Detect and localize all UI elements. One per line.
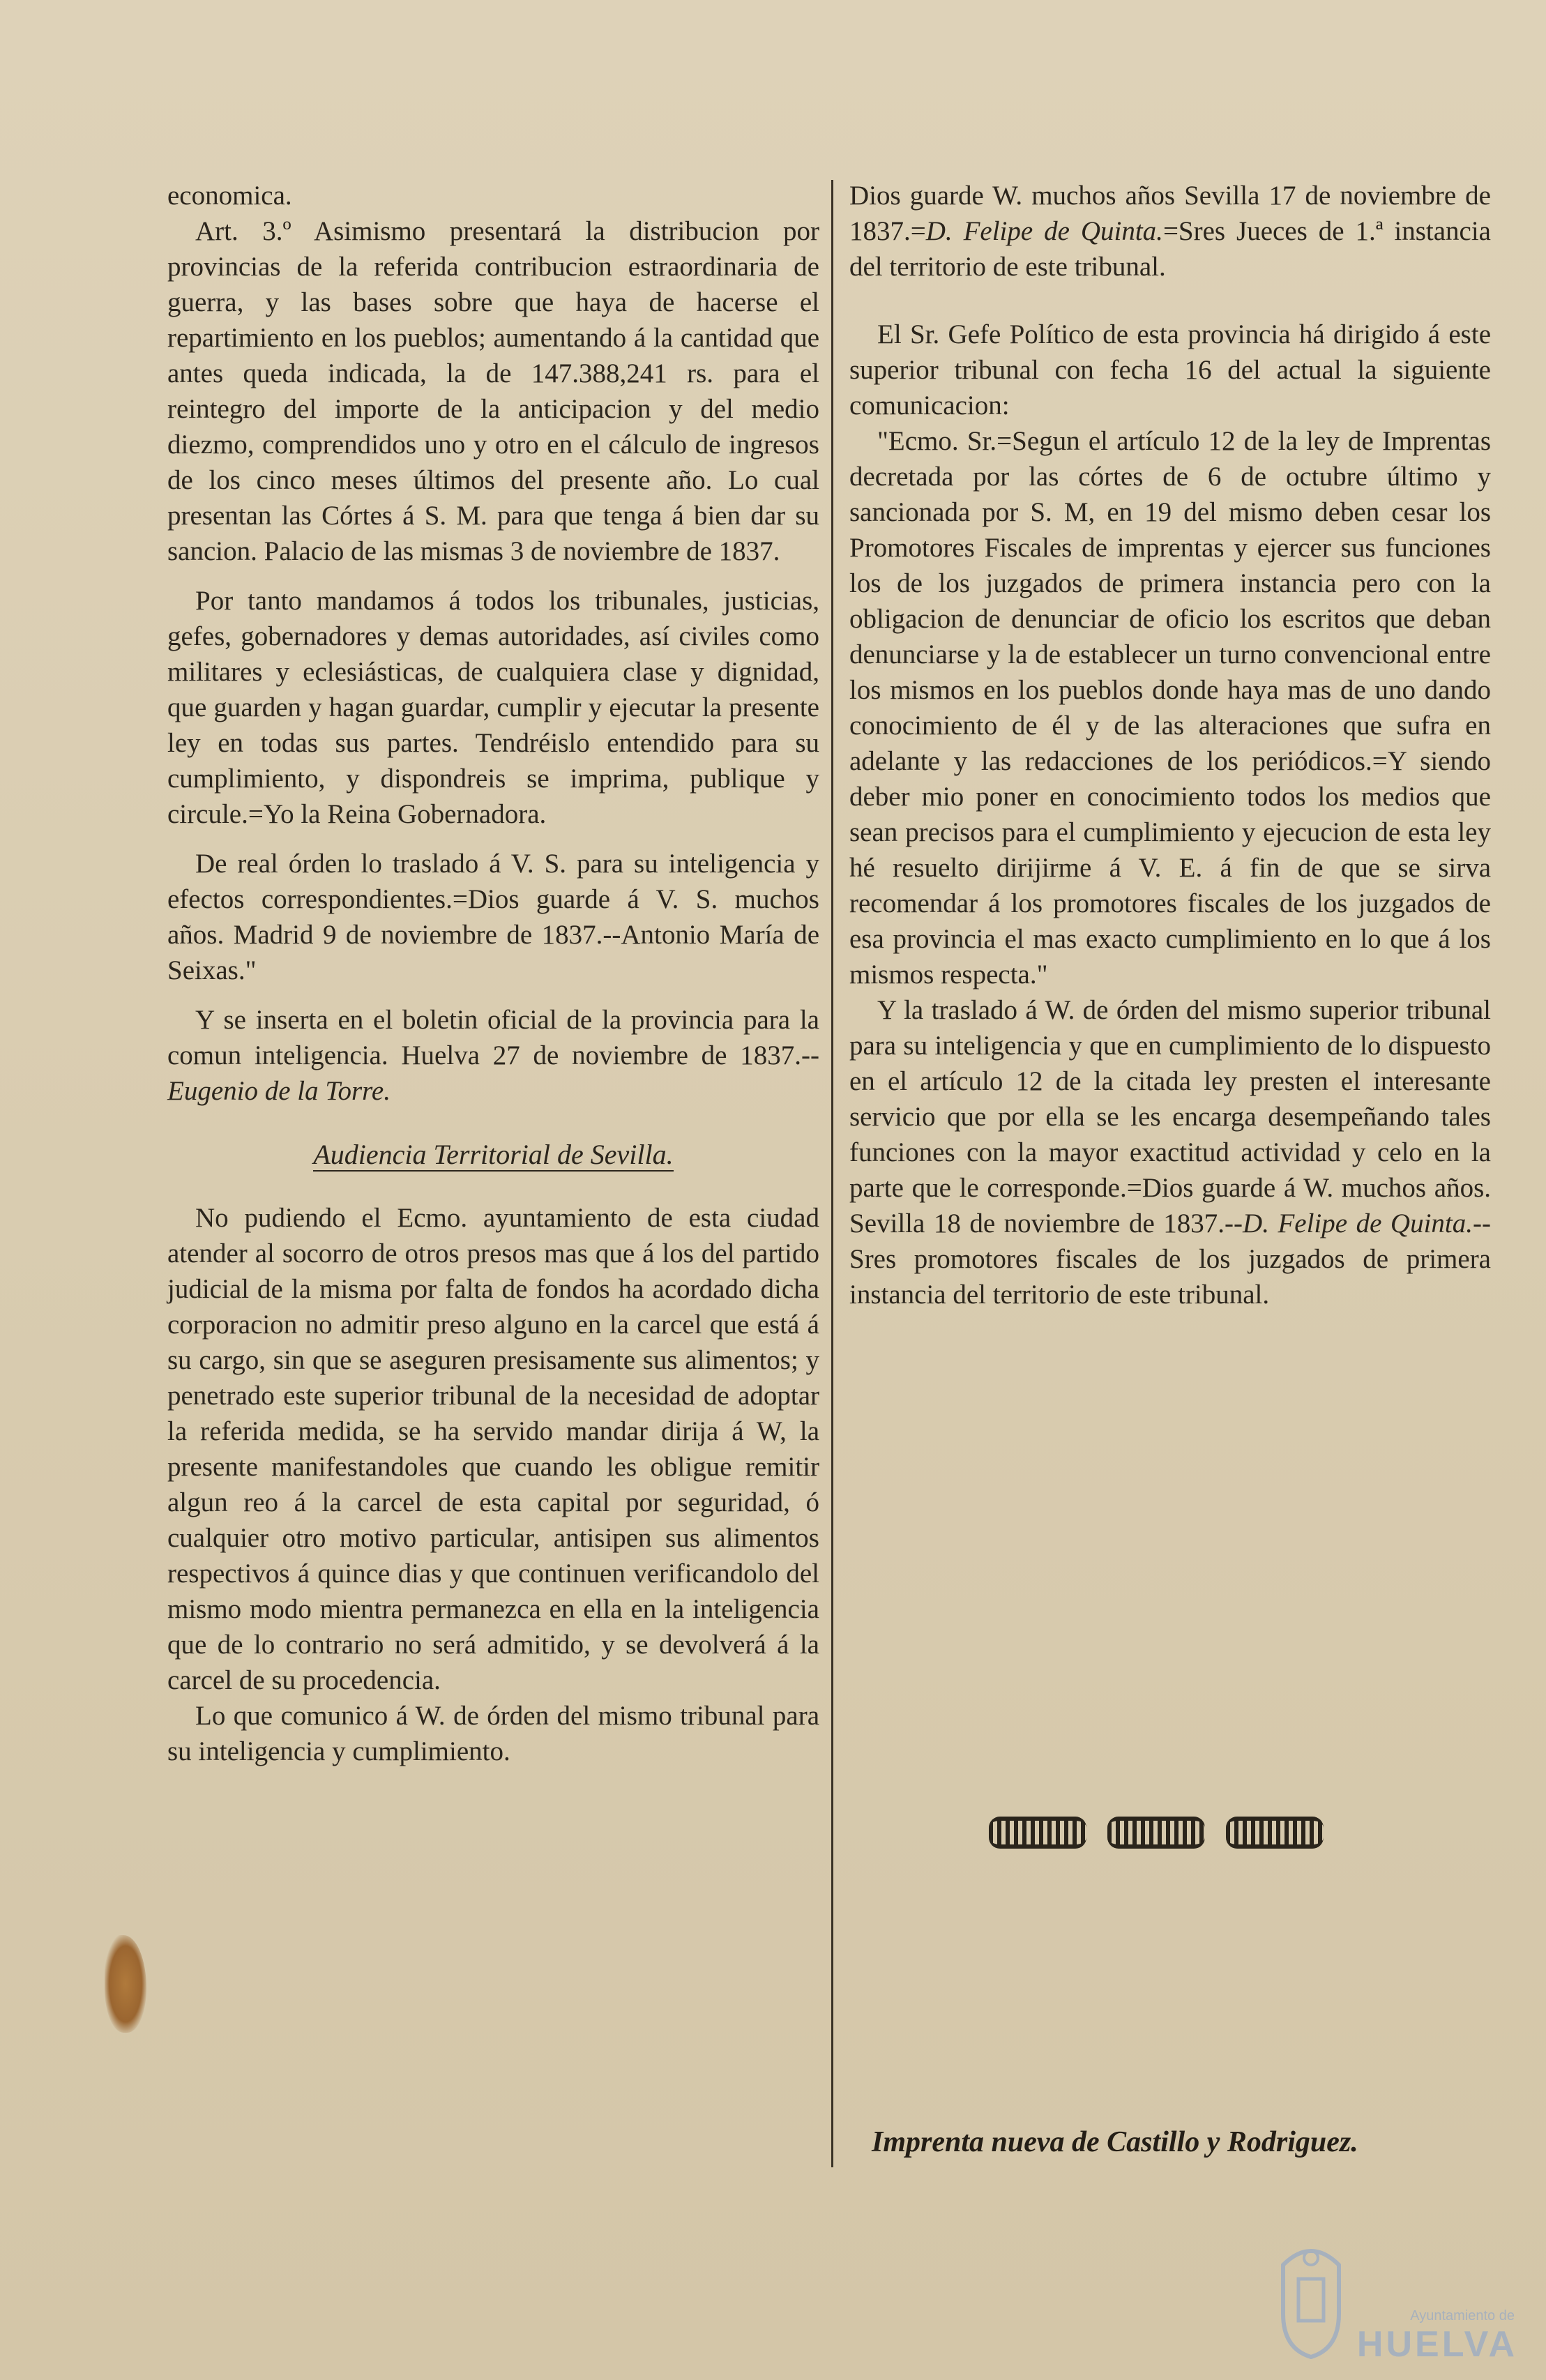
paragraph-no-pudiendo: No pudiendo el Ecmo. ayuntamiento de esta ciudad atender al socorro de otros presos mas que á los del partido judicial de la misma por falta de fondos ha acordado dicha corporacion no admitir preso alguno en la carcel que está á su cargo, sin que se aseguren presisamente sus alimentos; y penetrado este superior tribunal de la necesidad de adoptar la referida medida, se ha servido mandar dirija á W, la presente manifestandoles que cuando les obligue remitir algun reo á la carcel de esta capital por seguridad, ó cualquier otro motivo particular, antisipen sus alimentos respectivos á quince dias y que continuen verificandolo del mismo modo mientra permanezca en ella en la inteligencia que de lo contrario no será admitido, y se devolverá á la carcel de su procedencia. bbox=[167, 1203, 819, 1695]
dios-guarde-text: Dios guarde W. muchos años Sevilla 17 de noviembre de 1837.= bbox=[849, 181, 1491, 246]
paragraph-dios-guarde bbox=[849, 178, 1491, 285]
column-divider bbox=[831, 180, 833, 2167]
watermark-big-text: HUELVA bbox=[1356, 2324, 1517, 2365]
right-column bbox=[849, 178, 1491, 1312]
huelva-watermark bbox=[1255, 2231, 1527, 2364]
traslado-recipients: --Sres promotores fiscales de los juzgados de primera instancia del territorio de este tribunal. bbox=[849, 1208, 1491, 1310]
paragraph-lo-que-comunico: Lo que comunico á W. de órden del mismo tribunal para su inteligencia y cumplimiento. bbox=[167, 1701, 819, 1766]
signature-felipe-1: D. Felipe de Quinta. bbox=[925, 216, 1163, 246]
paper-stain bbox=[105, 1935, 146, 2033]
paragraph-boletin bbox=[167, 1002, 819, 1109]
boletin-text: Y se inserta en el boletin oficial de la provincia para la comun inteligencia. Huelva 27 de noviembre de 1837.-- bbox=[167, 1005, 819, 1070]
decorative-ornament bbox=[989, 1812, 1324, 1854]
signature-eugenio: Eugenio de la Torre. bbox=[167, 1076, 391, 1106]
signature-felipe-2: D. Felipe de Quinta. bbox=[1243, 1208, 1473, 1238]
left-column bbox=[167, 178, 819, 1769]
coat-of-arms-icon bbox=[1269, 2237, 1353, 2359]
ornament-piece bbox=[1226, 1817, 1324, 1849]
printer-imprint: Imprenta nueva de Castillo y Rodriguez. bbox=[872, 2126, 1358, 2158]
paragraph-real-orden: De real órden lo traslado á V. S. para su inteligencia y efectos correspondientes.=Dios guarde á V. S. muchos años. Madrid 9 de noviembre de 1837.--Antonio María de Seixas." bbox=[167, 849, 819, 985]
paragraph-por-tanto: Por tanto mandamos á todos los tribunales, justicias, gefes, gobernadores y demas autoridades, así civiles como militares y eclesiásticas, de cualquiera clase y dignidad, que guarden y hagan guardar, cumplir y ejecutar la presente ley en todas sus partes. Tendréislo entendido para su cumplimiento, y dispondreis se imprima, publique y circule.=Yo la Reina Gobernadora. bbox=[167, 586, 819, 829]
paragraph-traslado bbox=[849, 992, 1491, 1312]
dios-guarde-recipients: =Sres Jueces de 1.ª instancia del territorio de este tribunal. bbox=[849, 216, 1491, 282]
paragraph-ecmo-sr: "Ecmo. Sr.=Segun el artículo 12 de la ley de Imprentas decretada por las córtes de 6 de octubre último y sancionada por S. M, en 19 del mismo deben cesar los Promotores Fiscales de imprentas y ejercer sus funciones los de los juzgados de primera instancia pero con la obligacion de denunciar de oficio los escritos que deban denunciarse y la de establecer un turno convencional entre los mismos en los pueblos donde haya mas de uno dando conocimiento de él y de las alteraciones que sufra en adelante y las redacciones de los periódicos.=Y siendo deber mio poner en conocimiento todos los medios que sean precisos para el cumplimiento y ejecucion de esta ley hé resuelto dirijirme á V. E. á fin de que se sirva recomendar á los promotores fiscales de los juzgados de esa provincia el mas exacto cumplimiento en lo que á los mismos respecta." bbox=[849, 426, 1491, 990]
traslado-text: Y la traslado á W. de órden del mismo superior tribunal para su inteligencia y que en cumplimiento de lo dispuesto en el artículo 12 de la citada ley presten el interesante servicio que por ella se les encarga desempeñando tales funciones con la mayor exactitud actividad y celo en la parte que le corresponde.=Dios guarde á W. muchos años. Sevilla 18 de noviembre de 1837.-- bbox=[849, 995, 1491, 1238]
paragraph-gefe-politico: El Sr. Gefe Político de esta provincia há dirigido á este superior tribunal con fecha 16 del actual la siguiente comunicacion: bbox=[849, 319, 1491, 420]
paragraph-economica: economica. bbox=[167, 181, 292, 211]
paragraph-art-3: Art. 3.º Asimismo presentará la distribucion por provincias de la referida contribucion estraordinaria de guerra, y las bases sobre que haya de hacerse el repartimiento en los pueblos; aumentando á la cantidad que antes queda indicada, la de 147.388,241 rs. para el reintegro del importe de la anticipacion y del medio diezmo, comprendidos uno y otro en el cálculo de ingresos de los cinco meses últimos del presente año. Lo cual presentan las Córtes á S. M. para que tenga á bien dar su sancion. Palacio de las mismas 3 de noviembre de 1837. bbox=[167, 216, 819, 566]
ornament-piece bbox=[1107, 1817, 1205, 1849]
ornament-piece bbox=[989, 1817, 1086, 1849]
section-heading bbox=[167, 1137, 819, 1172]
watermark-small-text: Ayuntamiento de bbox=[1410, 2308, 1515, 2324]
section-heading-text: Audiencia Territorial de Sevilla. bbox=[313, 1139, 674, 1170]
